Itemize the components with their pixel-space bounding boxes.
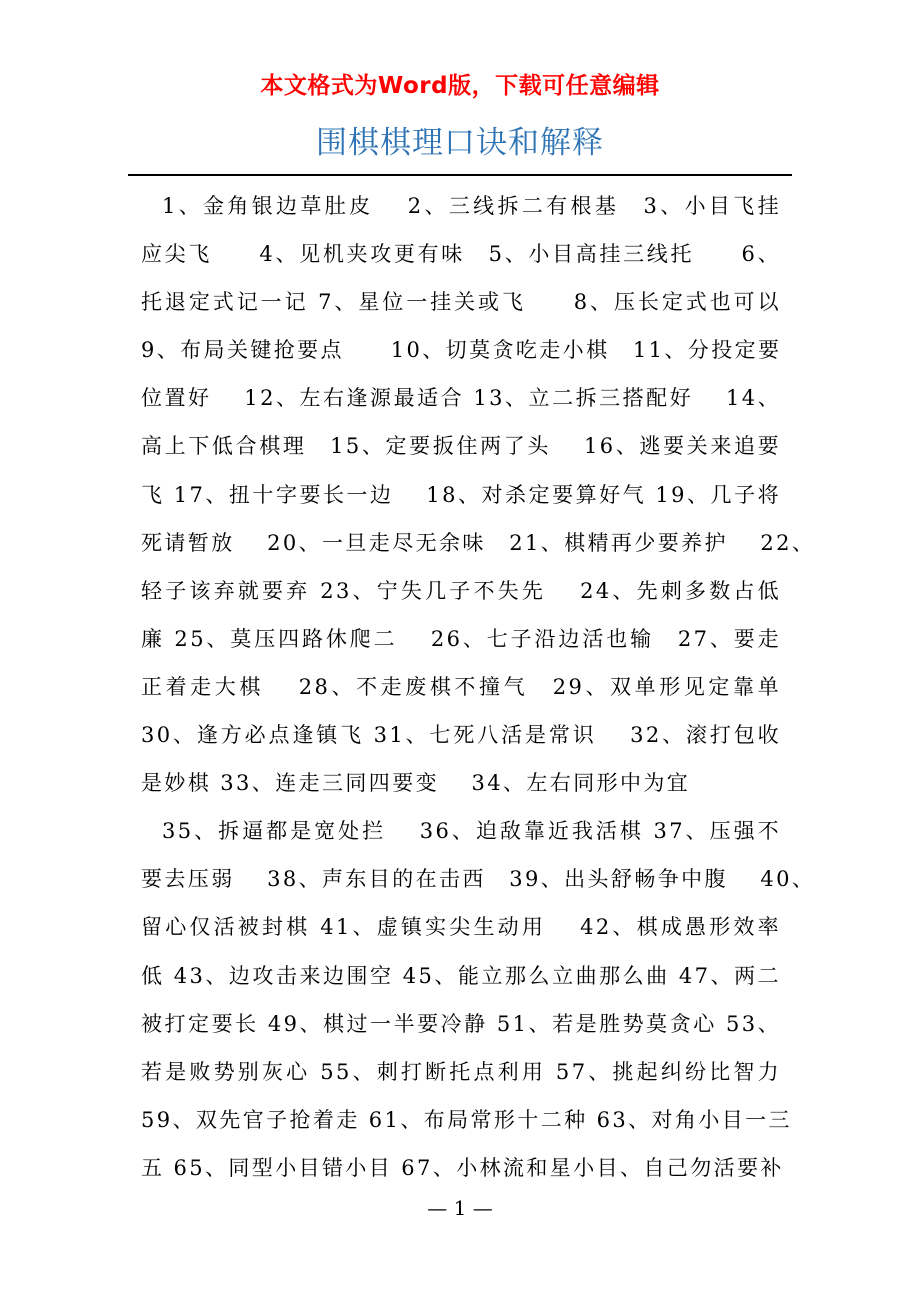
- text-line: 35、拆逼都是宽处拦 36、迫敌靠近我活棋 37、压强不: [162, 819, 781, 844]
- title-divider: [128, 174, 792, 176]
- text-line: 飞 17、扭十字要长一边 18、对杀定要算好气 19、几子将: [141, 482, 781, 507]
- text-line: 59、双先官子抢着走 61、布局常形十二种 63、对角小目一三: [141, 1107, 792, 1132]
- text-line: 高上下低合棋理 15、定要扳住两了头 16、逃要关来追要: [141, 434, 781, 459]
- page-number: — 1 —: [427, 1196, 493, 1220]
- text-line: 低 43、边攻击来边围空 45、能立那么立曲那么曲 47、两二: [141, 963, 781, 988]
- text-line: 是妙棋 33、连走三同四要变 34、左右同形中为宜: [141, 771, 691, 796]
- text-line: 留心仅活被封棋 41、虚镇实尖生动用 42、棋成愚形效率: [141, 915, 781, 940]
- text-line: 被打定要长 49、棋过一半要冷静 51、若是胜势莫贪心 53、: [141, 1011, 781, 1036]
- text-line: 要去压弱 38、声东目的在击西 39、出头舒畅争中腹 40、: [141, 867, 816, 892]
- text-line: 9、布局关键抢要点 10、切莫贪吃走小棋 11、分投定要: [141, 338, 782, 363]
- text-line: 轻子该弃就要弃 23、宁失几子不失先 24、先刺多数占低: [141, 578, 781, 603]
- body-paragraphs: [141, 182, 816, 1192]
- document-title: 围棋棋理口诀和解释: [316, 125, 604, 161]
- text-line: 30、逢方必点逢镇飞 31、七死八活是常识 32、滚打包收: [141, 723, 781, 748]
- text-line: 应尖飞 4、见机夹攻更有味 5、小目高挂三线托 6、: [141, 242, 781, 267]
- text-line: 死请暂放 20、一旦走尽无余味 21、棋精再少要养护 22、: [141, 530, 816, 555]
- text-line: 五 65、同型小目错小目 67、小林流和星小目、自己勿活要补: [141, 1155, 784, 1180]
- text-line: 若是败势别灰心 55、刺打断托点利用 57、挑起纠纷比智力: [141, 1059, 781, 1084]
- text-line: 1、金角银边草肚皮 2、三线拆二有根基 3、小目飞挂: [162, 194, 781, 218]
- text-line: 位置好 12、左右逢源最适合 13、立二拆三搭配好 14、: [141, 386, 781, 411]
- text-line: 正着走大棋 28、不走废棋不撞气 29、双单形见定靠单: [141, 674, 781, 699]
- format-notice: 本文格式为Word版，下载可任意编辑: [260, 73, 660, 99]
- text-line: 廉 25、莫压四路休爬二 26、七子沿边活也输 27、要走: [141, 626, 781, 651]
- text-line: 托退定式记一记 7、星位一挂关或飞 8、压长定式也可以: [141, 290, 781, 315]
